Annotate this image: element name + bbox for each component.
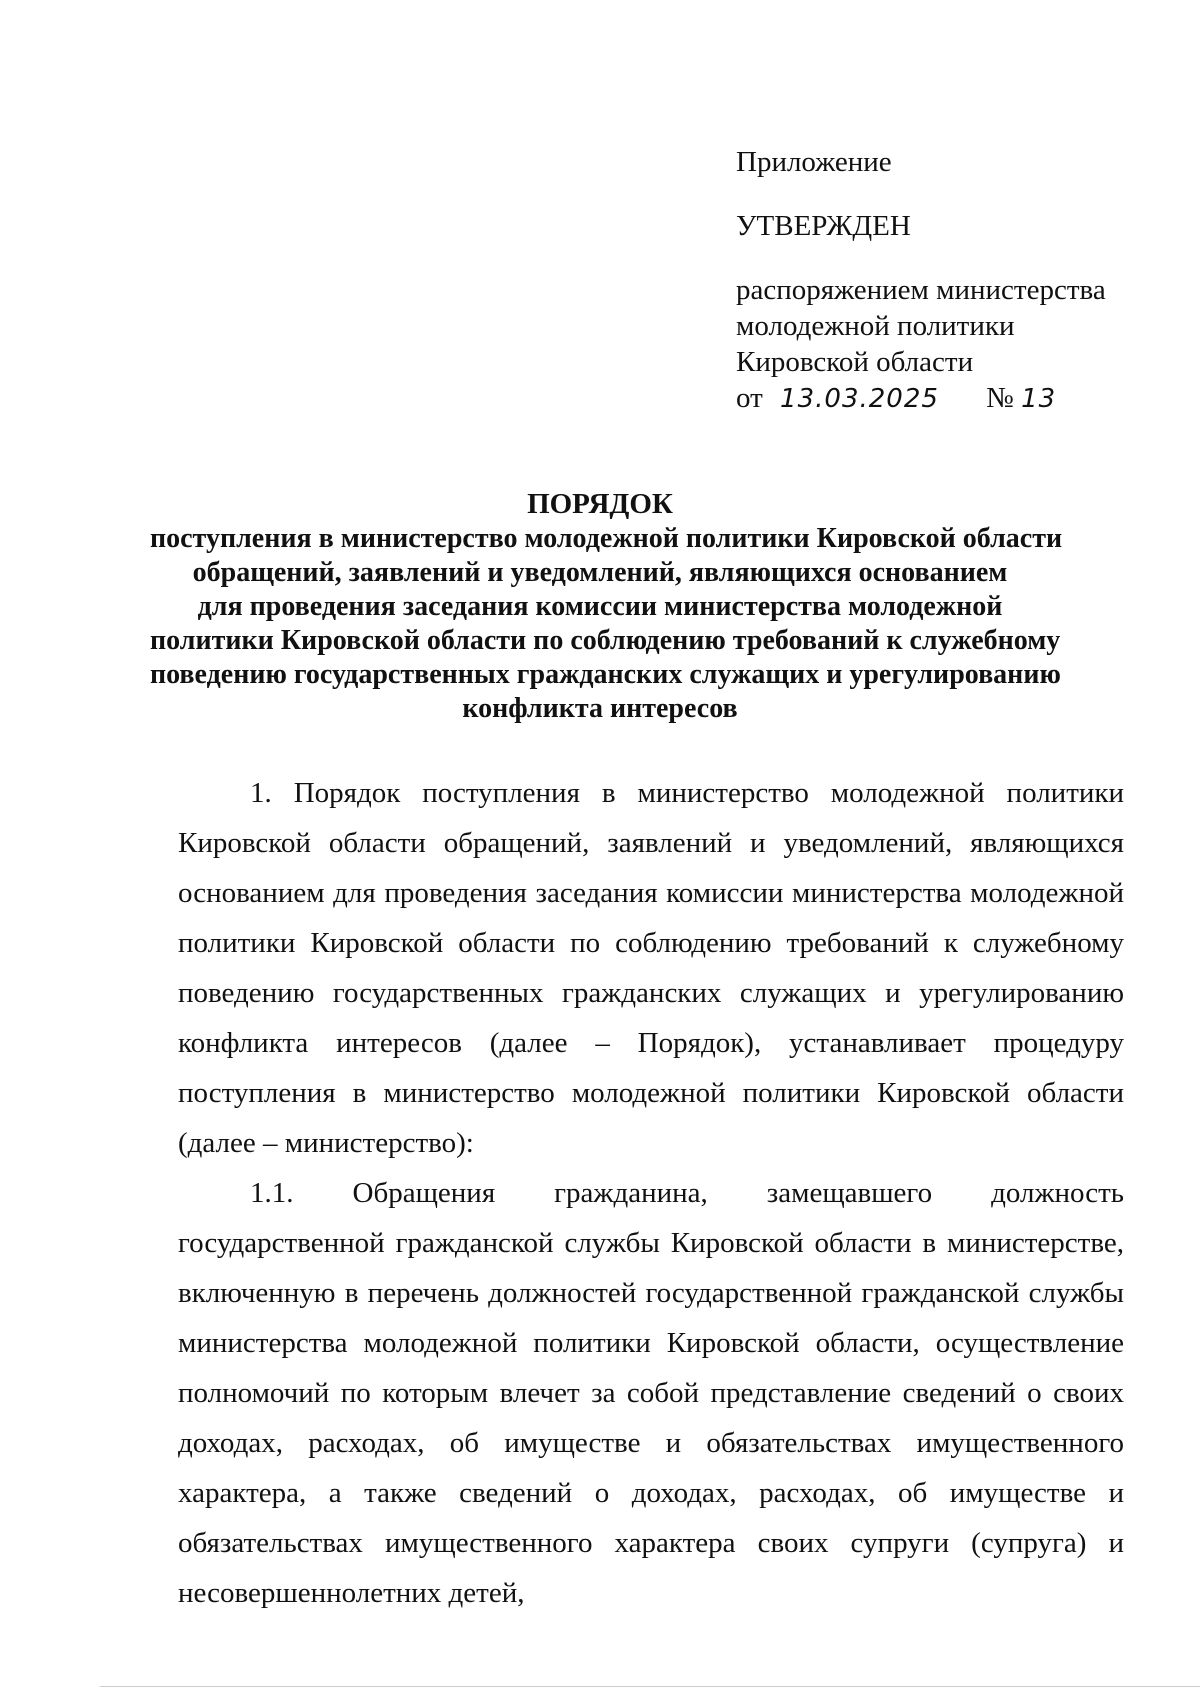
title-line: обращений, заявлений и уведомлений, являющихся основанием bbox=[192, 557, 1008, 588]
title-line: для проведения заседания комиссии министерства молодежной bbox=[197, 591, 1003, 622]
approved-by-line: распоряжением министерства bbox=[736, 274, 1106, 306]
title-line: поступления в министерство молодежной политики Кировской области bbox=[150, 523, 1063, 554]
title-heading: ПОРЯДОК bbox=[527, 488, 673, 520]
title-line: поведению государственных гражданских служащих и урегулированию bbox=[150, 659, 1061, 690]
handwritten-number: 13 bbox=[1021, 384, 1057, 414]
paragraph-1-1: 1.1. Обращения гражданина, замещавшего должность государственной гражданской службы Кировской области в министерстве, включенную в перечень должностей государственной гражданской службы министерства молодежной политики Кировской области, осуществление полномочий по которым влечет за собой представление сведений о своих доходах, расходах, об имуществе и обязательствах имущественного характера, а также сведений о доходах, расходах, об имуществе и обязательствах имущественного характера своих супруги (супруга) и несовершеннолетних детей, bbox=[178, 1177, 1124, 1609]
approved-by-line: Кировской области bbox=[736, 346, 974, 378]
title-line: политики Кировской области по соблюдению требований к служебному bbox=[150, 625, 1061, 656]
page-edge-line bbox=[100, 1686, 1200, 1687]
document-title bbox=[150, 486, 1063, 726]
date-number-row bbox=[736, 380, 1156, 417]
approved-by-line: молодежной политики bbox=[736, 310, 1015, 342]
title-line: конфликта интересов bbox=[462, 693, 738, 724]
from-label: от bbox=[736, 382, 763, 414]
approval-block bbox=[736, 144, 1156, 417]
approved-label: УТВЕРЖДЕН bbox=[736, 210, 911, 242]
document-body bbox=[178, 768, 1124, 1618]
handwritten-date: 13.03.2025 bbox=[780, 384, 939, 414]
appendix-label: Приложение bbox=[736, 146, 892, 178]
number-label: № bbox=[986, 382, 1014, 414]
paragraph-1: 1. Порядок поступления в министерство молодежной политики Кировской области обращений, заявлений и уведомлений, являющихся основанием для проведения заседания комиссии министерства молодежной политики Кировской области по соблюдению требований к служебному поведению государственных гражданских служащих и урегулированию конфликта интересов (далее – Порядок), устанавливает процедуру поступления в министерство молодежной политики Кировской области (далее – министерство): bbox=[178, 777, 1124, 1159]
approved-by bbox=[736, 272, 1156, 417]
